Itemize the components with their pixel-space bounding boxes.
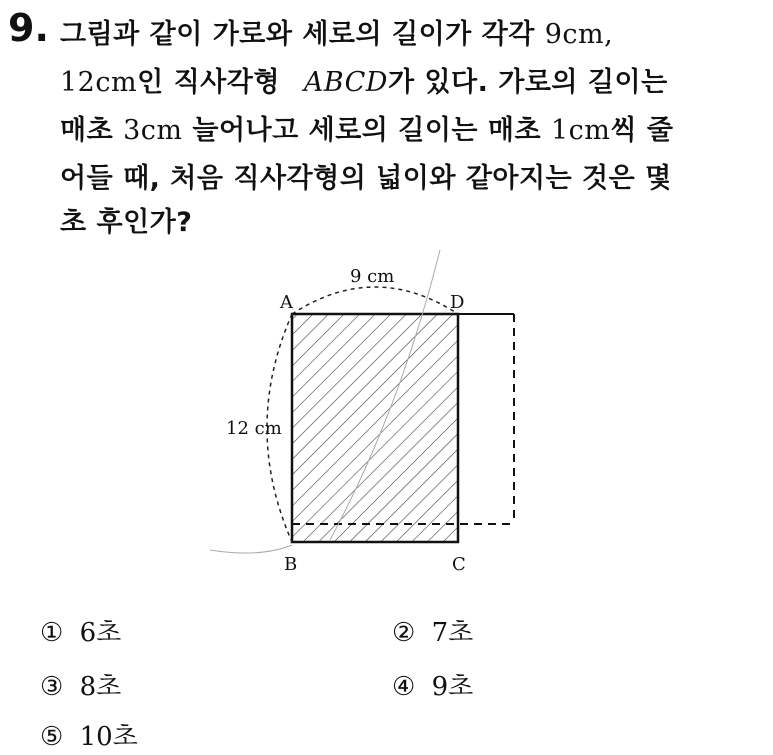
question-text: 그림과 같이 가로와 세로의 길이가 각각 [60, 19, 535, 50]
choice-marker: ③ [40, 672, 64, 702]
question-line-5: 초 후인가? [60, 207, 193, 238]
width-arc [292, 287, 458, 314]
question-line-1 [60, 12, 613, 51]
choice-4[interactable] [392, 666, 473, 703]
question-number: 9. [8, 6, 49, 50]
math-variable: ABCD [303, 67, 388, 98]
choice-2[interactable] [392, 612, 473, 649]
choice-text: 6초 [79, 618, 122, 648]
background-curve [210, 545, 292, 553]
question-text: 늘어나고 세로의 길이는 매초 [192, 115, 542, 146]
question-line-4: 어들 때, 처음 직사각형의 넓이와 같아지는 것은 몇 [60, 163, 672, 194]
choice-5[interactable] [40, 716, 138, 753]
width-label: 9 cm [350, 266, 395, 287]
question-text: 인 직사각형 [137, 67, 280, 98]
choice-marker: ⑤ [40, 722, 64, 752]
choice-marker: ① [40, 618, 64, 648]
choice-marker: ② [392, 618, 416, 648]
choice-text: 8초 [79, 672, 122, 702]
vertex-c-label: C [452, 554, 466, 575]
question-text: 매초 [60, 115, 114, 146]
choice-3[interactable] [40, 666, 121, 703]
vertex-b-label: B [284, 554, 298, 575]
choice-text: 9초 [431, 672, 474, 702]
height-label: 12 cm [226, 418, 282, 439]
choice-text: 7초 [431, 618, 474, 648]
question-text: 씩 줄 [610, 115, 674, 146]
vertex-a-label: A [280, 292, 293, 313]
math-value: 9cm, [544, 19, 614, 50]
question-line-2 [60, 60, 668, 99]
question-text: 가 있다. 가로의 길이는 [387, 67, 668, 98]
rectangle-diagram [200, 240, 530, 580]
choice-1[interactable] [40, 612, 121, 649]
hatched-region [292, 314, 458, 542]
math-value: 3cm [123, 115, 183, 146]
choice-marker: ④ [392, 672, 416, 702]
math-value: 1cm [550, 115, 611, 146]
question-line-3 [60, 108, 673, 147]
vertex-d-label: D [450, 292, 465, 313]
math-value: 12cm [60, 67, 138, 98]
choice-text: 10초 [79, 722, 138, 752]
